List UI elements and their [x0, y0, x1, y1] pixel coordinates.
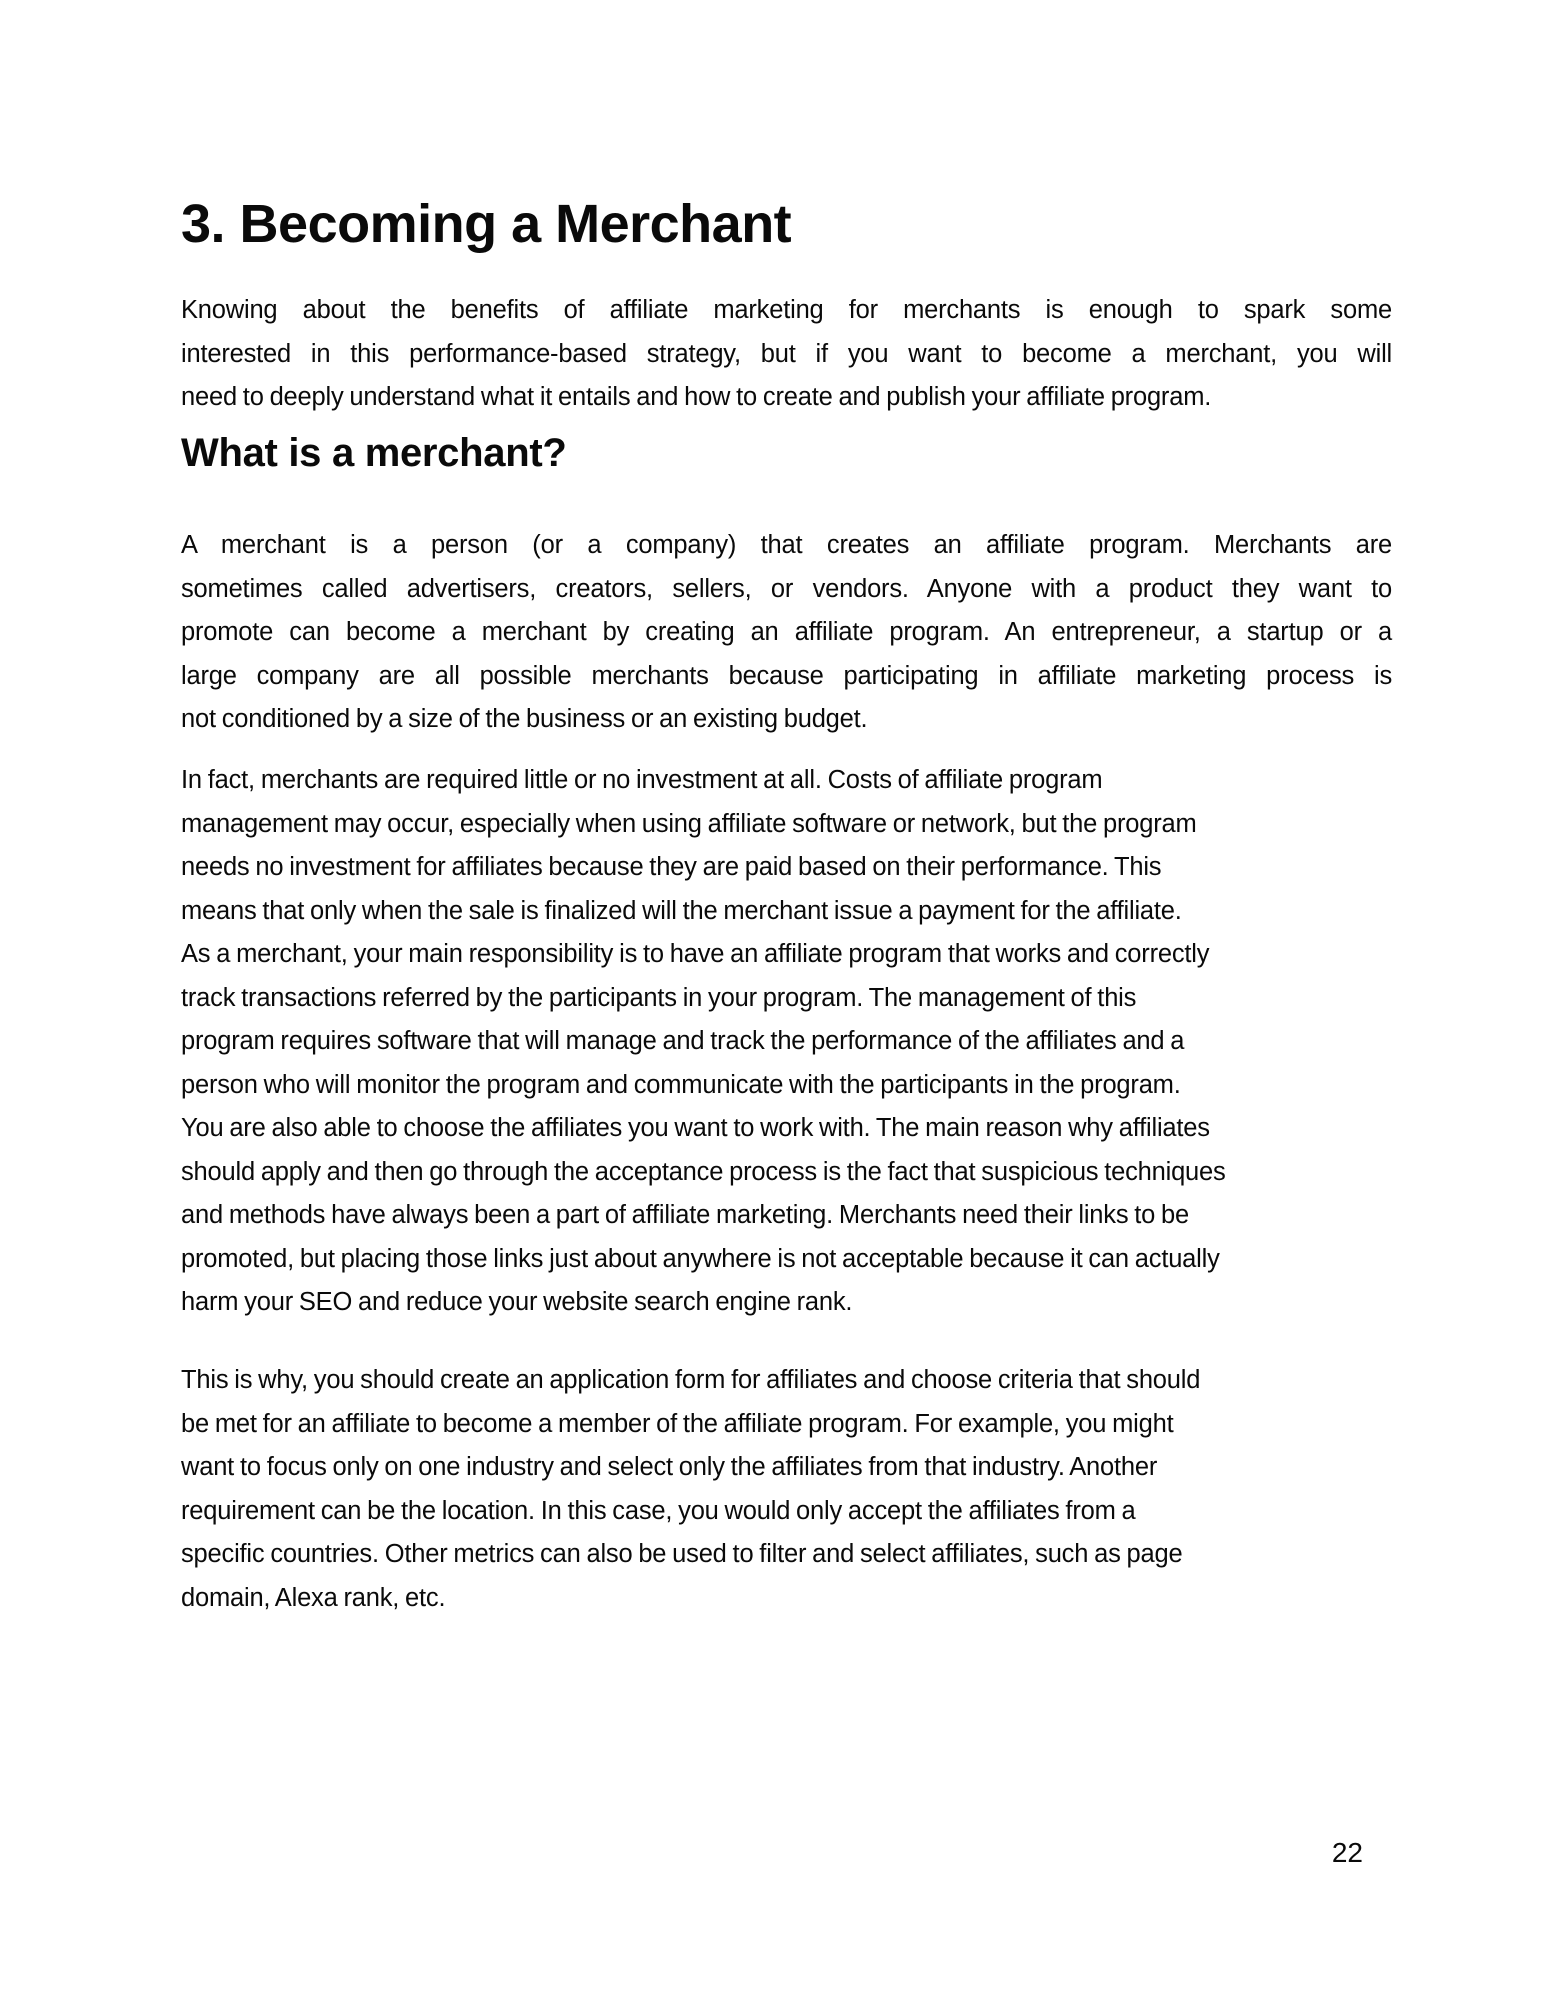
text-line: A merchant is a person (or a company) that creates an affiliate program. Merchants are: [181, 531, 1392, 559]
text-line: means that only when the sale is finalized will the merchant issue a payment for the affiliate.: [181, 896, 1182, 925]
chapter-title: 3. Becoming a Merchant: [181, 194, 792, 254]
text-line: sometimes called advertisers, creators, sellers, or vendors. Anyone with a product they want to: [181, 574, 1392, 603]
text-line: harm your SEO and reduce your website search engine rank.: [181, 1288, 853, 1316]
paragraph-investment-and-responsibility: [181, 759, 1392, 1325]
section-heading: What is a merchant?: [181, 431, 567, 475]
text-line: not conditioned by a size of the business or an existing budget.: [181, 705, 868, 733]
text-line: be met for an affiliate to become a member of the affiliate program. For example, you might: [181, 1409, 1174, 1438]
text-line: needs no investment for affiliates because they are paid based on their performance. This: [181, 853, 1162, 881]
paragraph-intro: [181, 289, 1392, 420]
text-line: need to deeply understand what it entails and how to create and publish your affiliate program.: [181, 383, 1212, 411]
text-line: Knowing about the benefits of affiliate marketing for merchants is enough to spark some: [181, 296, 1392, 324]
text-line: This is why, you should create an application form for affiliates and choose criteria that should: [181, 1366, 1201, 1394]
text-line: should apply and then go through the acceptance process is the fact that suspicious techniques: [181, 1157, 1226, 1186]
text-line: In fact, merchants are required little or no investment at all. Costs of affiliate program: [181, 766, 1103, 794]
text-line: person who will monitor the program and communicate with the participants in the program.: [181, 1070, 1181, 1099]
text-line: requirement can be the location. In this case, you would only accept the affiliates from a: [181, 1496, 1136, 1525]
text-line: track transactions referred by the participants in your program. The management of this: [181, 983, 1137, 1012]
page-number: 22: [1331, 1837, 1363, 1868]
text-line: management may occur, especially when using affiliate software or network, but the program: [181, 809, 1197, 838]
text-line: interested in this performance-based strategy, but if you want to become a merchant, you will: [181, 339, 1392, 368]
paragraph-merchant-definition: [181, 524, 1392, 742]
text-line: and methods have always been a part of affiliate marketing. Merchants need their links to be: [181, 1201, 1189, 1229]
text-line: promoted, but placing those links just about anywhere is not acceptable because it can actually: [181, 1244, 1220, 1273]
text-line: You are also able to choose the affiliates you want to work with. The main reason why affiliates: [181, 1114, 1210, 1142]
text-line: program requires software that will manage and track the performance of the affiliates and a: [181, 1027, 1185, 1055]
text-line: want to focus only on one industry and select only the affiliates from that industry. Another: [181, 1453, 1158, 1481]
text-line: As a merchant, your main responsibility is to have an affiliate program that works and correctly: [181, 940, 1210, 968]
text-line: specific countries. Other metrics can also be used to filter and select affiliates, such as page: [181, 1540, 1183, 1568]
paragraph-application-form: [181, 1359, 1392, 1620]
text-line: domain, Alexa rank, etc.: [181, 1583, 446, 1612]
text-line: large company are all possible merchants because participating in affiliate marketing process is: [181, 661, 1392, 690]
text-line: promote can become a merchant by creating an affiliate program. An entrepreneur, a startup or a: [181, 618, 1392, 646]
